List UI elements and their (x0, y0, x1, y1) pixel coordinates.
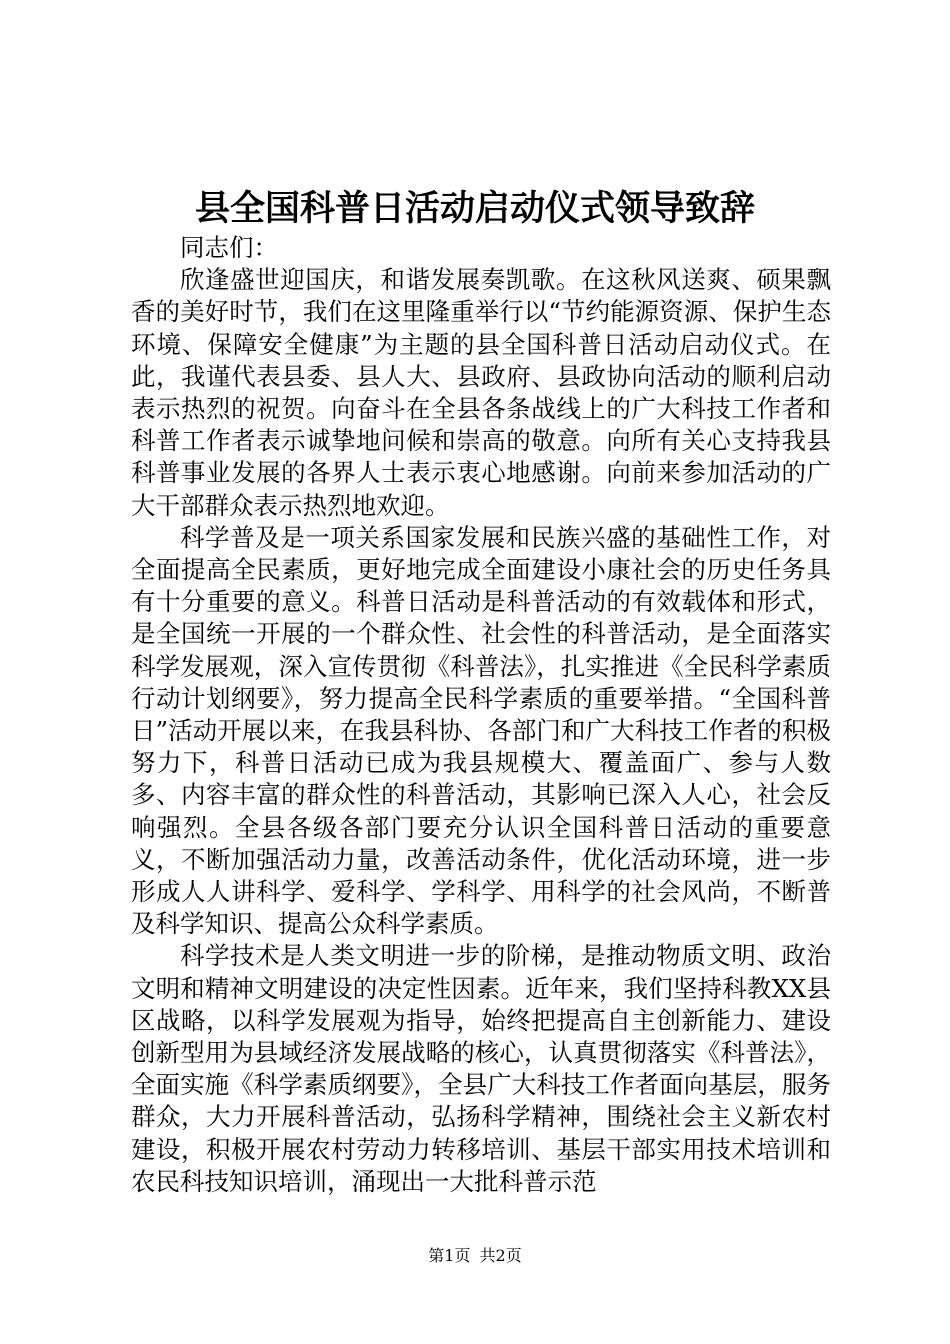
document-title: 县全国科普日活动启动仪式领导致辞 (194, 188, 755, 229)
paragraph-3: 科学技术是人类文明进一步的阶梯，是推动物质文明、政治文明和精神文明建设的决定性因素。近年来，我们坚持科教XX县区战略，以科学发展观为指导，始终把提高自主创新能力、建设创新型用为县域经济发展战略的核心，认真贯彻落实《科普法》，全面实施《科学素质纲要》，全县广大科技工作者面向基层，服务群众，大力开展科普活动，弘扬科学精神，围绕社会主义新农村建设，积极开展农村劳动力转移培训、基层干部实用技术培训和农民科技知识培训，涌现出一大批科普示范 (131, 941, 831, 1196)
page-number: 第1页 (428, 1246, 471, 1265)
document-body (131, 232, 831, 1198)
page-footer (0, 1244, 950, 1268)
paragraph-2: 科学普及是一项关系国家发展和民族兴盛的基础性工作，对全面提高全民素质，更好地完成全面建设小康社会的历史任务具有十分重要的意义。科普日活动是科普活动的有效载体和形式，是全国统一开展的一个群众性、社会性的科普活动，是全面落实科学发展观，深入宣传贯彻《科普法》，扎实推进《全民科学素质行动计划纲要》，努力提高全民科学素质的重要举措。“全国科普日”活动开展以来，在我县科协、各部门和广大科技工作者的积极努力下，科普日活动已成为我县规模大、覆盖面广、参与人数多、内容丰富的群众性的科普活动，其影响已深入人心，社会反响强烈。全县各级各部门要充分认识全国科普日活动的重要意义，不断加强活动力量，改善活动条件，优化活动环境，进一步形成人人讲科学、爱科学、学科学、用科学的社会风尚，不断普及科学知识、提高公众科学素质。 (131, 522, 831, 939)
salutation: 同志们： (180, 233, 278, 262)
page-total: 共2页 (479, 1246, 522, 1265)
paragraph-1: 欣逢盛世迎国庆，和谐发展奏凯歌。在这秋风送爽、硕果飘香的美好时节，我们在这里隆重举行以“节约能源资源、保护生态环境、保障安全健康”为主题的县全国科普日活动启动仪式。在此，我谨代表县委、县人大、县政府、县政协向活动的顺利启动表示热烈的祝贺。向奋斗在全县各条战线上的广大科技工作者和科普工作者表示诚挚地问候和崇高的敬意。向所有关心支持我县科普事业发展的各界人士表示衷心地感谢。向前来参加活动的广大干部群众表示热烈地欢迎。 (131, 265, 831, 520)
